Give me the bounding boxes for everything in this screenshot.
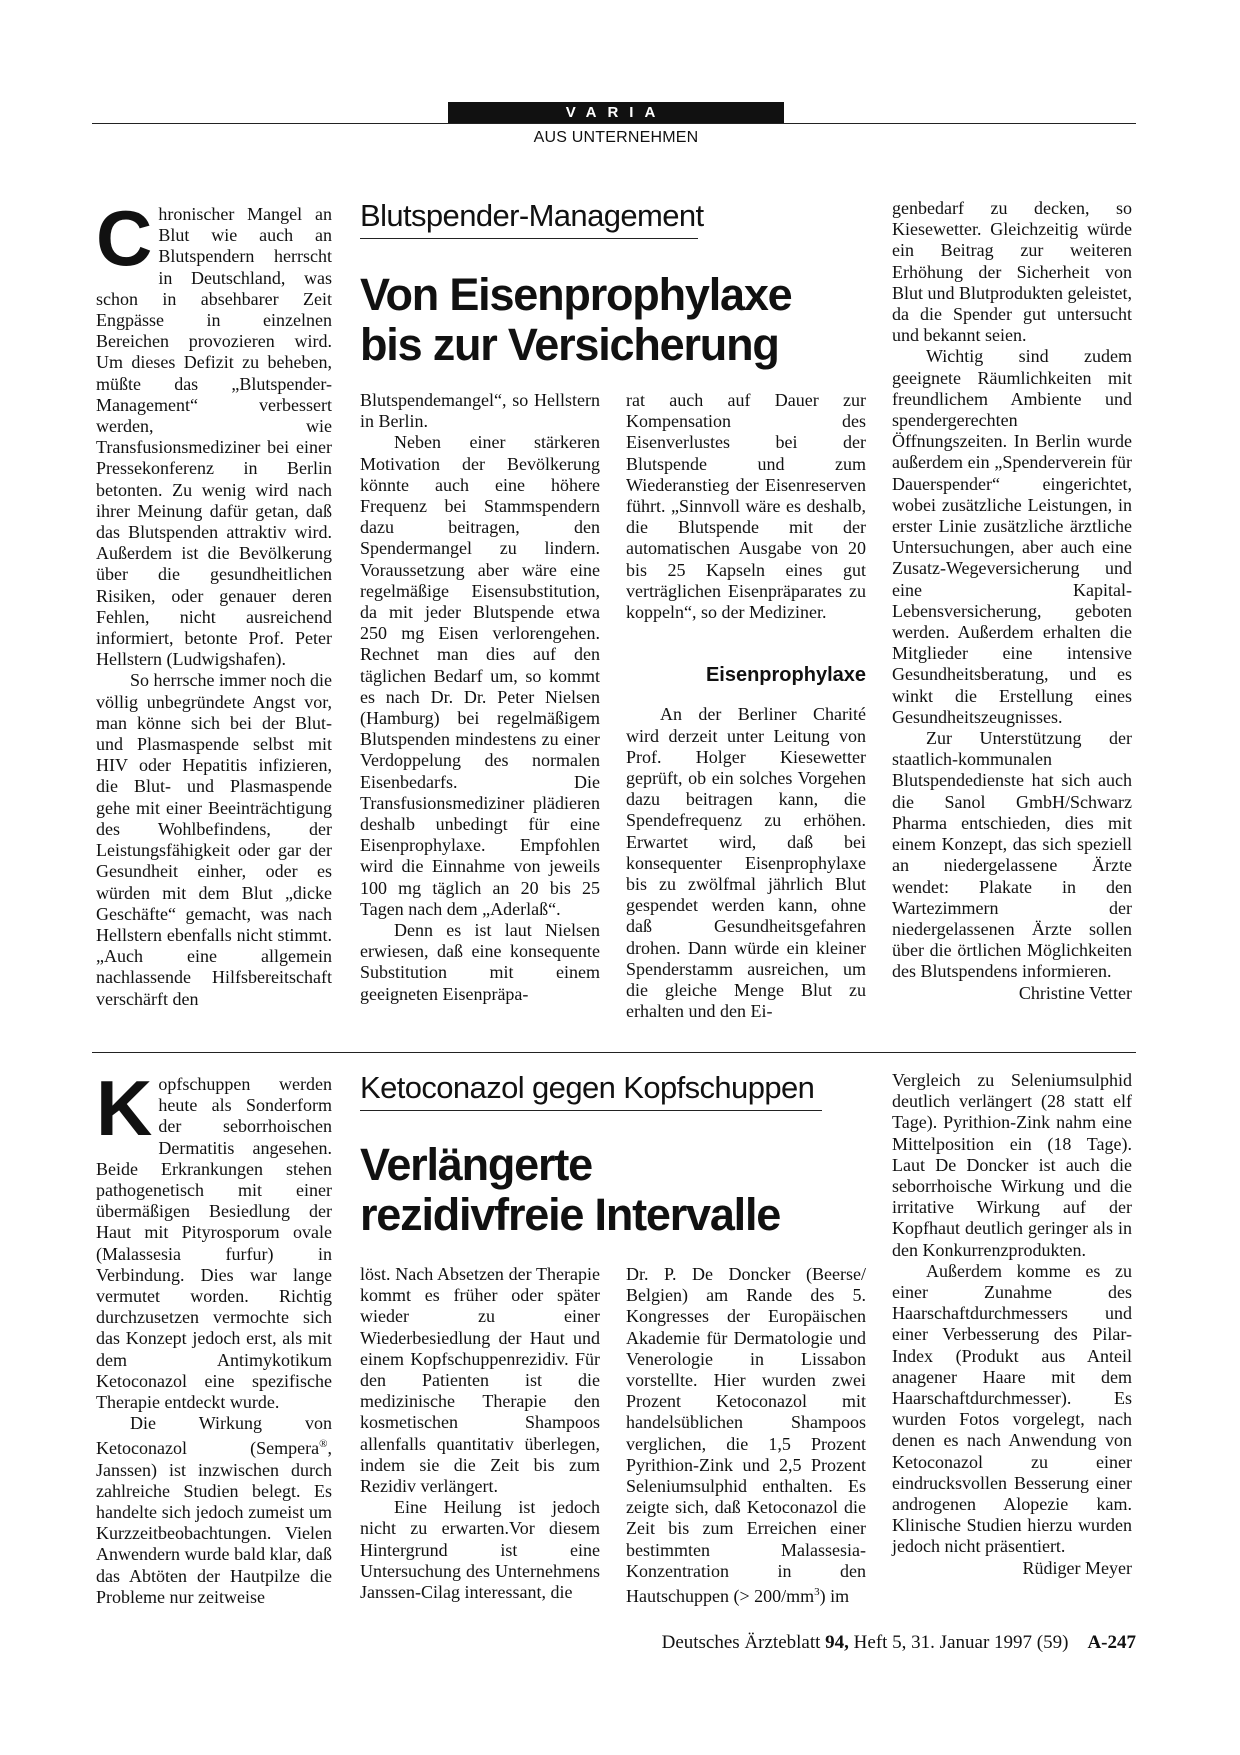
- article2-dropcap: K: [96, 1064, 153, 1152]
- superscript-3: 3: [814, 1586, 820, 1599]
- article1-headline-line1: Von Eisenprophylaxe: [360, 269, 792, 320]
- article2-col2-p2: Eine Heilung ist jedoch nicht zu erwarten.Vor diesem Hintergrund ist eine Untersuchung des Unternehmens Janssen-Cilag interessant, die: [360, 1497, 600, 1603]
- article1-author: Christine Vetter: [1018, 982, 1132, 1003]
- article1-col2-p2: Neben einer stärkeren Motivation der Bevölkerung könnte auch eine höhere Frequenz bei Stammspendern dazu beitragen, den Spendermangel zu lindern. Voraussetzung aber wäre eine regelmäßige Eisensubstitution, da mit jeder Blutspende etwa 250 mg Eisen verlorengehen. Rechnet man dies auf den täglichen Bedarf um, so kommt es nach Dr. Dr. Peter Nielsen (Hamburg) bei regelmäßigem Blutspenden mindestens zu einer Verdoppelung des normalen Eisenbedarfs. Die Transfusionsmediziner plädieren deshalb unbedingt für eine Eisenprophylaxe. Empfohlen wird die Einnahme von jeweils 100 mg täglich an 20 bis 25 Tagen nach dem „Aderlaß“.: [360, 432, 600, 919]
- article2-kicker: Ketoconazol gegen Kopfschuppen: [360, 1070, 815, 1105]
- article-separator-rule: [92, 1052, 1136, 1053]
- article2-col3-p1b: ) im: [819, 1586, 850, 1607]
- subsection-label: AUS UNTERNEHMEN: [533, 129, 699, 146]
- article1-col4-p1: genbedarf zu decken, so Kiesewetter. Gleichzeitig würde ein Beitrag zur weiteren Erhöhung der Sicherheit von Blut und Blutprodukten geleistet, da die Spender gut untersucht und bekannt seien.: [892, 198, 1132, 346]
- article2-column-4: [892, 1070, 1132, 1579]
- footer-journal: Deutsches Ärzteblatt: [661, 1632, 821, 1653]
- article2-col2-p1: löst. Nach Absetzen der Therapie kommt es früher oder später wieder zu einer Wiederbesiedlung der Haut und einem Kopfschuppenrezidiv. Für den Patienten ist die medizinische Therapie den kosmetischen Shampoos allenfalls quantitativ überlegen, indem sie die Zeit bis zum Rezidiv verlängert.: [360, 1264, 600, 1497]
- article1-kicker-rule: [360, 238, 698, 239]
- article1-col3-p1: rat auch auf Dauer zur Kompensation des Eisenverlustes bei der Blutspende und zum Wiederanstieg der Eisenreserven führt. „Sinnvoll wäre es deshalb, die Blutspende mit der automatischen Ausgabe von 20 bis 25 Kapseln eines gut verträglichen Eisenpräparates zu koppeln“, so der Mediziner.: [626, 390, 866, 623]
- article2-column-3: [626, 1264, 866, 1607]
- footer-page-number: A-247: [1087, 1632, 1136, 1653]
- section-label: VARIA: [448, 102, 784, 124]
- article1-headline-line2: bis zur Versicherung: [360, 319, 779, 370]
- article2-col4-p2: Außerdem komme es zu einer Zunahme des Haarschaftdurchmessers und einer Verbesserung des Pilar-Index (Produkt aus Anteil anagener Haare mit dem Haarschaftdurchmesser). Es wurden Fotos vorgelegt, nach denen es nach Anwendung von Ketoconazol zu einer eindrucksvollen Besserung einer androgenen Alopezie kam. Klinische Studien hierzu wurden jedoch nicht präsentiert.: [892, 1260, 1132, 1557]
- article1-col2-p1: Blutspendemangel“, so Hellstern in Berlin.: [360, 390, 600, 432]
- page-footer: [600, 1632, 1136, 1654]
- article1-headline: [360, 270, 890, 370]
- article1-column-3: [626, 390, 866, 1022]
- registered-mark: ®: [319, 1438, 328, 1451]
- article2-headline-line2: rezidivfreie Intervalle: [360, 1189, 781, 1240]
- article2-headline: [360, 1140, 890, 1240]
- footer-volume: 94,: [825, 1632, 849, 1653]
- footer-issue-date: Heft 5, 31. Januar 1997 (59): [853, 1632, 1069, 1653]
- article2-col1-p1: opfschuppen werden heute als Sonderform der seborrhoischen Dermatitis angesehen. Beide Erkrankungen stehen pathogenetisch mit einer übermäßigen Besiedlung der Haut mit Pityrosporum ovale (Malassesia furfur) in Verbindung. Dies war lange vermutet worden. Richtig durchzusetzen vermochte sich das Konzept jedoch erst, als mit dem Antimykotikum Ketoconazol eine spezifische Therapie entdeckt wurde.: [96, 1074, 332, 1413]
- article1-column-2: [360, 390, 600, 1005]
- article1-column-4: [892, 198, 1132, 1004]
- header-rule: [92, 123, 1136, 124]
- article1-col1-p2: So herrsche immer noch die völlig unbegründete Angst vor, man könne sich bei der Blut- und Plasmaspende selbst mit HIV oder Hepatitis infizieren, die Blut- und Plasmaspende gehe mit einer Beeinträchtigung des Wohlbefindens, der Leistungsfähigkeit oder gar der Gesundheit einher, oder es würden mit dem Blut „dicke Geschäfte“ gemacht, was nach Hellstern ebenfalls nicht stimmt. „Auch eine allgemein nachlassende Hilfsbereitschaft verschärft den: [96, 670, 332, 1009]
- article1-col4-p2: Wichtig sind zudem geeignete Räumlichkeiten mit freundlichem Ambiente und spendergerechten Öffnungszeiten. In Berlin wurde außerdem ein „Spenderverein für Dauerspender“ eingerichtet, wobei zusätzliche Leistungen, in erster Linie zusätzliche ärztliche Untersuchungen, aber auch eine Zusatz-Wegeversicherung und eine Kapital-Lebensversicherung, geboten werden. Außerdem erhalten die Mitglieder eine intensive Gesundheitsberatung, und es winkt die Erstellung eines Gesundheitszeugnisses.: [892, 346, 1132, 727]
- article1-col1-p1: hronischer Mangel an Blut wie auch an Blutspendern herrscht in Deutschland, was schon in absehbarer Zeit Engpässe in einzelnen Bereichen provozieren wird. Um dieses Defizit zu beheben, müßte das „Blutspender-Management“ verbessert werden, wie Transfusionsmediziner bei einer Pressekonferenz in Berlin betonten. Zu wenig wird nach ihrer Meinung dafür getan, daß das Blutspenden attraktiv wird. Außerdem ist die Bevölkerung über die gesundheitlichen Risiken, oder genauer deren Fehlen, nicht ausreichend informiert, betonte Prof. Peter Hellstern (Ludwigshafen).: [96, 204, 332, 670]
- article1-col2-p3: Denn es ist laut Nielsen erwiesen, daß eine konsequente Substitution mit einem geeigneten Eisenpräpa-: [360, 920, 600, 1004]
- article1-kicker: Blutspender-Management: [360, 198, 704, 233]
- article1-column-1: [96, 194, 332, 1010]
- article2-column-2: [360, 1264, 600, 1603]
- article2-headline-line1: Verlängerte: [360, 1139, 592, 1190]
- article2-col4-p1: Vergleich zu Seleniumsulphid deutlich verlängert (28 statt elf Tage). Pyrithion-Zink nahm eine Mittelposition ein (18 Tage). Laut De Doncker ist auch die seborrhoische Wirkung und die irritative Wirkung auf der Kopfhaut deutlich geringer als in den Konkurrenzprodukten.: [892, 1070, 1132, 1260]
- article1-col4-p3: Zur Unterstützung der staatlich-kommunalen Blutspendedienste hat sich auch die Sanol GmbH/Schwarz Pharma entschieden, dies mit einem Konzept, das sich speziell an niedergelassene Ärzte wendet: Plakate in den Wartezimmern der niedergelassenen Ärzte sollen über die örtlichen Möglichkeiten des Blutspendens informieren.: [892, 728, 1132, 982]
- article2-author: Rüdiger Meyer: [1022, 1557, 1132, 1578]
- article2-col1-p2b: , Janssen) ist inzwischen durch zahlreiche Studien belegt. Es handelte sich jedoch zumeist um Kurzzeitbeobachtungen. Vielen Anwendern wurde bald klar, daß das Abtöten der Hautpilze die Probleme nur zeitweise: [96, 1438, 332, 1607]
- article1-dropcap: C: [96, 194, 153, 282]
- article2-kicker-rule: [360, 1110, 822, 1111]
- article2-col1-p2a: Die Wirkung von Ketoconazol (Sempera: [96, 1413, 332, 1459]
- article1-subhead: Eisenprophylaxe: [705, 664, 866, 687]
- article2-column-1: [96, 1064, 332, 1608]
- article2-col3-p1a: Dr. P. De Doncker (Beerse/ Belgien) am Rande des 5. Kongresses der Europäischen Akademie für Dermatologie und Venerologie in Lissabon vorstellte. Hier wurden zwei Prozent Ketoconazol mit handelsüblichen Shampoos verglichen, die 1,5 Prozent Pyrithion-Zink und 2,5 Prozent Seleniumsulphid enthalten. Es zeigte sich, daß Ketoconazol die Zeit bis zum Erreichen einer bestimmten Malassesia-Konzentration in den Hautschuppen (> 200/mm: [626, 1264, 866, 1607]
- article1-col3-p2: An der Berliner Charité wird derzeit unter Leitung von Prof. Holger Kiesewetter geprüft, ob ein solches Vorgehen dazu beitragen kann, die Spendefrequenz zu erhöhen. Erwartet wird, daß bei konsequenter Eisenprophylaxe bis zu zwölfmal jährlich Blut gespendet werden kann, ohne daß Gesundheitsgefahren drohen. Dann würde ein kleiner Spenderstamm ausreichen, um die gleiche Menge Blut zu erhalten und den Ei-: [626, 704, 866, 1022]
